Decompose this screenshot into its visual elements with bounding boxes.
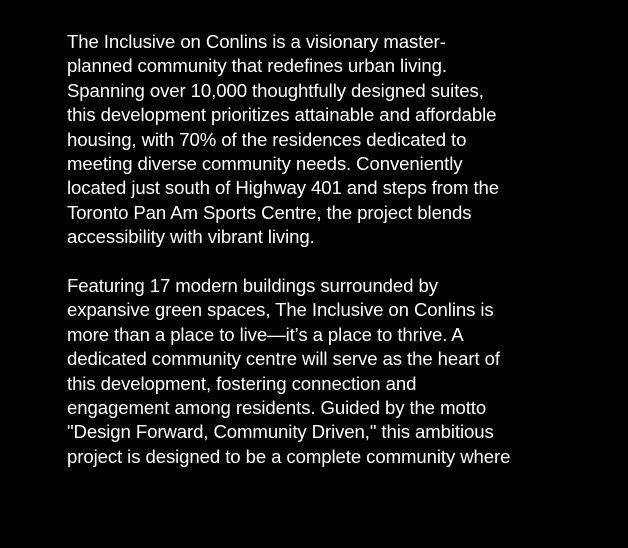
text-line: "Design Forward, Community Driven," this ambitious bbox=[67, 421, 494, 443]
text-line: planned community that redefines urban living. bbox=[67, 55, 447, 77]
text-line: located just south of Highway 401 and steps from the bbox=[67, 177, 500, 199]
text-line: Toronto Pan Am Sports Centre, the project blends bbox=[67, 201, 472, 223]
text-line: this development prioritizes attainable and affordable bbox=[67, 104, 497, 126]
text-line: accessibility with vibrant living. bbox=[67, 226, 315, 248]
text-line: more than a place to live—it’s a place to thrive. A bbox=[67, 323, 464, 345]
text-line: Featuring 17 modern buildings surrounded by bbox=[67, 275, 438, 297]
text-line: meeting diverse community needs. Conveniently bbox=[67, 153, 463, 175]
text-line: The Inclusive on Conlins is a visionary master- bbox=[67, 31, 446, 52]
paragraph-features bbox=[67, 274, 625, 469]
text-line: project is designed to be a complete community where bbox=[67, 445, 511, 467]
text-line: dedicated community centre will serve as the heart of bbox=[67, 348, 500, 370]
article-body bbox=[67, 30, 625, 494]
text-line: Spanning over 10,000 thoughtfully designed suites, bbox=[67, 79, 484, 101]
text-line: expansive green spaces, The Inclusive on Conlins is bbox=[67, 299, 494, 321]
text-line: this development, fostering connection and bbox=[67, 372, 417, 394]
text-line: engagement among residents. Guided by the motto bbox=[67, 397, 487, 419]
paragraph-intro bbox=[67, 30, 625, 250]
text-line: housing, with 70% of the residences dedicated to bbox=[67, 128, 467, 150]
